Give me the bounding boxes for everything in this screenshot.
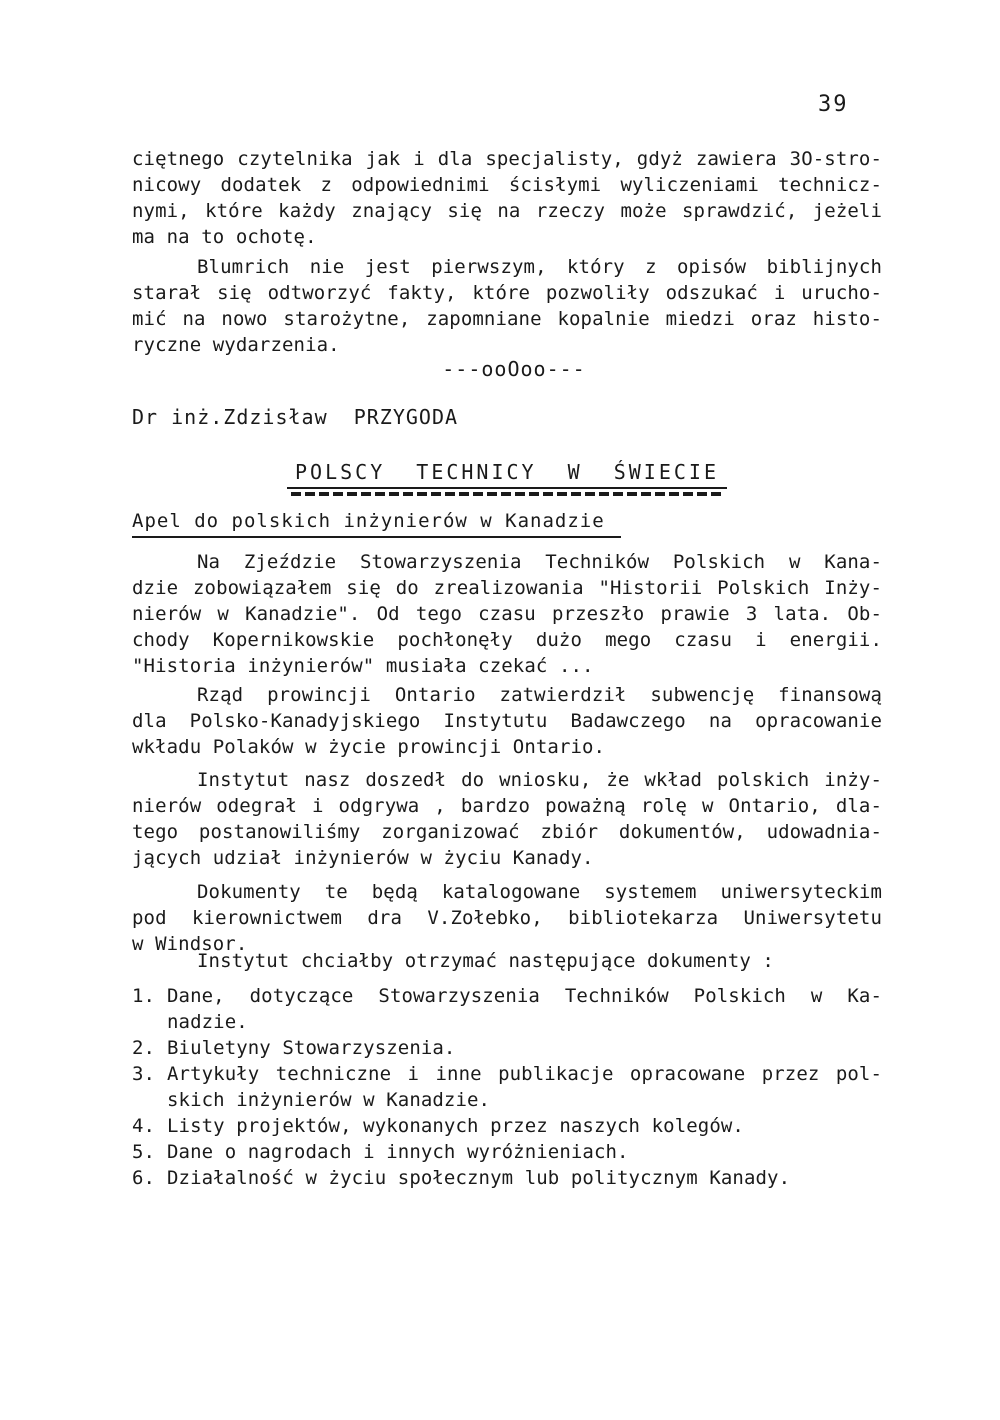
list-item-text bbox=[167, 1061, 882, 1113]
text-line: w Windsor. bbox=[132, 933, 248, 955]
text-line: nierów w Kanadzie". Od tego czasu przeszło prawie 3 lata. Ob- bbox=[132, 603, 882, 625]
text-line: Na Zjeździe Stowarzyszenia Techników Polskich w Kana- bbox=[197, 551, 882, 573]
text-line: Instytut nasz doszedł do wniosku, że wkład polskich inży- bbox=[197, 769, 882, 791]
article-subheading-block bbox=[132, 508, 882, 538]
list-item-text bbox=[167, 1165, 882, 1191]
paragraph-ontario-grant bbox=[132, 682, 882, 760]
text-line: Instytut chciałby otrzymać następujące dokumenty : bbox=[197, 950, 774, 972]
text-line: starał się odtworzyć fakty, które pozwoliły odszukać i urucho- bbox=[132, 282, 882, 304]
text-line: Artykuły techniczne i inne publikacje opracowane przez pol- bbox=[167, 1063, 882, 1085]
text-line: chody Kopernikowskie pochłonęły dużo mego czasu i energii. bbox=[132, 629, 882, 651]
text-line: "Historia inżynierów" musiała czekać ... bbox=[132, 655, 594, 677]
list-item-number: 5. bbox=[132, 1141, 155, 1163]
text-line: pod kierownictwem dra V.Zołebko, bibliotekarza Uniwersytetu bbox=[132, 907, 882, 929]
list-item-text bbox=[167, 983, 882, 1035]
text-line: Blumrich nie jest pierwszym, który z opisów biblijnych bbox=[197, 256, 882, 278]
document-request-list bbox=[132, 983, 882, 1191]
paragraph-blumrich bbox=[132, 254, 882, 358]
list-item-number: 6. bbox=[132, 1167, 155, 1189]
text-line: Listy projektów, wykonanych przez naszych kolegów. bbox=[167, 1115, 744, 1137]
list-item bbox=[132, 1113, 882, 1139]
list-item bbox=[132, 1035, 882, 1061]
article-subheading: Apel do polskich inżynierów w Kanadzie bbox=[132, 508, 621, 538]
paragraph-institute-conclusion bbox=[132, 767, 882, 871]
heading-dashed-underline bbox=[291, 492, 723, 496]
text-line: ryczne wydarzenia. bbox=[132, 334, 340, 356]
list-item-number: 1. bbox=[132, 985, 155, 1007]
text-line: nicowy dodatek z odpowiednimi ścisłymi wyliczeniami technicz- bbox=[132, 174, 882, 196]
list-item-text bbox=[167, 1139, 882, 1165]
author-line: Dr inż.Zdzisław PRZYGODA bbox=[132, 405, 459, 429]
text-line: Dane, dotyczące Stowarzyszenia Techników Polskich w Ka- bbox=[167, 985, 882, 1007]
section-heading-block bbox=[132, 460, 882, 496]
list-item bbox=[132, 1165, 882, 1191]
request-line bbox=[132, 948, 882, 974]
page-number: 39 bbox=[818, 92, 849, 117]
paragraph-cataloguing bbox=[132, 879, 882, 957]
text-line: Dokumenty te będą katalogowane systemem uniwersyteckim bbox=[197, 881, 882, 903]
list-item-text bbox=[167, 1035, 882, 1061]
divider-ornament: ---ooOoo--- bbox=[442, 357, 586, 381]
text-line: nadzie. bbox=[167, 1011, 248, 1033]
paragraph-congress bbox=[132, 549, 882, 679]
text-line: ciętnego czytelnika jak i dla specjalisty, gdyż zawiera 3O-stro- bbox=[132, 148, 882, 170]
text-line: dzie zobowiązałem się do zrealizowania "Historii Polskich Inży- bbox=[132, 577, 882, 599]
text-line: mić na nowo starożytne, zapomniane kopalnie miedzi oraz histo- bbox=[132, 308, 882, 330]
text-line: nymi, które każdy znający się na rzeczy może sprawdzić, jeżeli bbox=[132, 200, 882, 222]
text-line: Działalność w życiu społecznym lub politycznym Kanady. bbox=[167, 1167, 791, 1189]
list-item-text bbox=[167, 1113, 882, 1139]
list-item-number: 2. bbox=[132, 1037, 155, 1059]
section-divider bbox=[132, 356, 882, 382]
text-line: dla Polsko-Kanadyjskiego Instytutu Badawczego na opracowanie bbox=[132, 710, 882, 732]
list-item-number: 4. bbox=[132, 1115, 155, 1137]
text-line: tego postanowiliśmy zorganizować zbiór dokumentów, udowadnia- bbox=[132, 821, 882, 843]
text-line: nierów odegrał i odgrywa , bardzo poważną rolę w Ontario, dla- bbox=[132, 795, 882, 817]
section-heading: POLSCY TECHNICY W ŚWIECIE bbox=[287, 460, 727, 489]
text-line: wkładu Polaków w życie prowincji Ontario. bbox=[132, 736, 606, 758]
text-line: Dane o nagrodach i innych wyróżnieniach. bbox=[167, 1141, 629, 1163]
text-line: Biuletyny Stowarzyszenia. bbox=[167, 1037, 456, 1059]
list-item bbox=[132, 1061, 882, 1113]
text-line: ma na to ochotę. bbox=[132, 226, 317, 248]
text-line: skich inżynierów w Kanadzie. bbox=[167, 1089, 491, 1111]
paragraph-intro-continuation bbox=[132, 146, 882, 250]
text-line: jących udział inżynierów w życiu Kanady. bbox=[132, 847, 594, 869]
list-item bbox=[132, 983, 882, 1035]
text-line: Rząd prowincji Ontario zatwierdził subwencję finansową bbox=[197, 684, 882, 706]
list-item-number: 3. bbox=[132, 1063, 155, 1085]
list-item bbox=[132, 1139, 882, 1165]
